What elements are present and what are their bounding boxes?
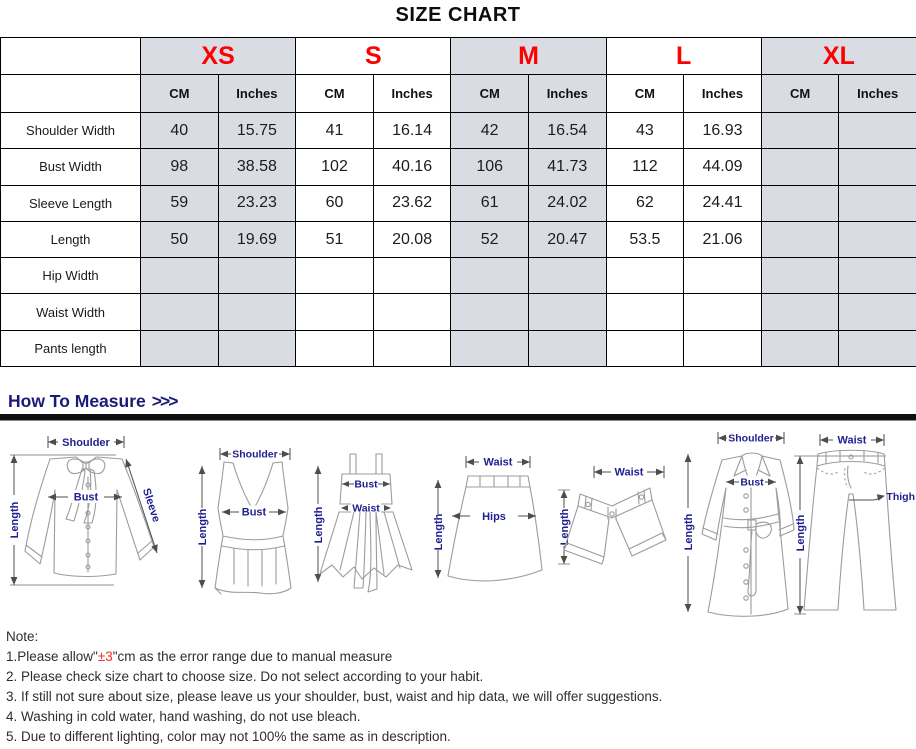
table-row [1, 330, 916, 366]
dress-drawing [310, 448, 422, 598]
row-label: Hip Width [1, 258, 141, 294]
value-cell [141, 258, 219, 294]
coat-drawing [674, 430, 796, 620]
unit-header: CM [606, 75, 684, 113]
unit-header: Inches [528, 75, 606, 113]
row-label: Pants length [1, 330, 141, 366]
value-cell [839, 258, 916, 294]
value-cell [296, 258, 374, 294]
note-line: 5. Due to different lighting, color may not 100% the same as in description. [6, 729, 451, 744]
note-line: 2. Please check size chart to choose size. Do not select according to your habit. [6, 669, 484, 684]
measure-label: Bust [241, 506, 267, 519]
measure-label: Thigh [886, 491, 915, 503]
pants-drawing [790, 430, 916, 622]
value-cell [528, 258, 606, 294]
table-row [1, 113, 916, 149]
value-cell: 41 [296, 113, 374, 149]
value-cell: 20.08 [373, 221, 451, 257]
unit-header: Inches [218, 75, 296, 113]
unit-header: CM [296, 75, 374, 113]
size-header-row [1, 38, 916, 75]
measure-label: Length [313, 506, 325, 544]
value-cell [296, 330, 374, 366]
value-cell [839, 149, 916, 185]
value-cell: 59 [141, 185, 219, 221]
measure-label: Waist [837, 434, 867, 447]
unit-header: CM [761, 75, 839, 113]
size-header-s: S [296, 38, 451, 75]
value-cell: 98 [141, 149, 219, 185]
value-cell: 51 [296, 221, 374, 257]
unit-header-row [1, 75, 916, 113]
value-cell: 40 [141, 113, 219, 149]
skirt-drawing [426, 452, 544, 592]
unit-header: CM [141, 75, 219, 113]
size-header-xl: XL [761, 38, 916, 75]
table-row [1, 221, 916, 257]
measure-label: Sleeve [139, 486, 163, 524]
value-cell: 23.62 [373, 185, 451, 221]
how-to-measure-heading [8, 391, 176, 412]
value-cell: 61 [451, 185, 529, 221]
notes-heading: Note: [6, 629, 39, 644]
row-label: Length [1, 221, 141, 257]
value-cell: 106 [451, 149, 529, 185]
value-cell [606, 258, 684, 294]
value-cell: 62 [606, 185, 684, 221]
value-cell [761, 258, 839, 294]
value-cell [839, 221, 916, 257]
measure-diagrams [0, 422, 916, 628]
row-label: Shoulder Width [1, 113, 141, 149]
value-cell [684, 258, 762, 294]
size-header-m: M [451, 38, 606, 75]
value-cell [296, 294, 374, 330]
value-cell [451, 258, 529, 294]
value-cell [528, 330, 606, 366]
value-cell [761, 330, 839, 366]
measure-label: Shoulder [728, 432, 774, 445]
value-cell [839, 113, 916, 149]
value-cell: 21.06 [684, 221, 762, 257]
value-cell [141, 330, 219, 366]
row-label: Sleeve Length [1, 185, 141, 221]
measure-label: Waist [483, 456, 513, 469]
measure-label: Bust [740, 476, 764, 489]
value-cell: 19.69 [218, 221, 296, 257]
value-cell [451, 294, 529, 330]
value-cell [451, 330, 529, 366]
unit-header: Inches [684, 75, 762, 113]
value-cell [606, 330, 684, 366]
value-cell [373, 294, 451, 330]
row-label: Waist Width [1, 294, 141, 330]
value-cell [761, 185, 839, 221]
chevrons-icon: >>> [151, 391, 177, 411]
value-cell: 20.47 [528, 221, 606, 257]
corner-cell [1, 38, 141, 75]
size-header-xs: XS [141, 38, 296, 75]
value-cell [373, 258, 451, 294]
value-cell: 112 [606, 149, 684, 185]
measure-label: Length [9, 501, 21, 539]
size-table [0, 37, 916, 367]
measure-label: Length [197, 508, 209, 546]
value-cell [141, 294, 219, 330]
note-text: "cm as the error range due to manual measure [112, 649, 393, 664]
value-cell [606, 294, 684, 330]
value-cell [839, 330, 916, 366]
unit-header: Inches [373, 75, 451, 113]
value-cell: 43 [606, 113, 684, 149]
value-cell: 16.14 [373, 113, 451, 149]
value-cell [761, 221, 839, 257]
value-cell [684, 330, 762, 366]
size-header-l: L [606, 38, 761, 75]
value-cell [761, 113, 839, 149]
blouse-drawing [4, 433, 186, 595]
measure-label: Hips [482, 511, 506, 523]
tank-top-drawing [190, 446, 304, 598]
row-label: Bust Width [1, 149, 141, 185]
measure-label: Shoulder [232, 448, 278, 461]
value-cell [218, 294, 296, 330]
value-cell [684, 294, 762, 330]
value-cell [373, 330, 451, 366]
table-row [1, 294, 916, 330]
value-cell [761, 149, 839, 185]
value-cell: 53.5 [606, 221, 684, 257]
note-line: 3. If still not sure about size, please leave us your shoulder, bust, waist and hip data, we will offer suggestions. [6, 689, 663, 704]
value-cell: 50 [141, 221, 219, 257]
value-cell [761, 294, 839, 330]
value-cell [839, 185, 916, 221]
measure-label: Bust [73, 491, 99, 504]
note-text: 1.Please allow" [6, 649, 98, 664]
value-cell: 24.02 [528, 185, 606, 221]
value-cell: 60 [296, 185, 374, 221]
value-cell [218, 258, 296, 294]
notes-section [6, 627, 662, 747]
unit-header: CM [451, 75, 529, 113]
corner-cell [1, 75, 141, 113]
table-row [1, 185, 916, 221]
value-cell: 38.58 [218, 149, 296, 185]
divider-rule [0, 414, 916, 421]
measure-label: Length [795, 514, 807, 552]
value-cell [218, 330, 296, 366]
measure-label: Bust [354, 478, 378, 491]
measure-label: Waist [352, 502, 380, 515]
value-cell: 52 [451, 221, 529, 257]
note-tolerance: ±3 [97, 649, 113, 664]
measure-label: Length [683, 513, 695, 551]
value-cell: 23.23 [218, 185, 296, 221]
page-title: SIZE CHART [395, 4, 521, 26]
note-line [6, 647, 662, 667]
shorts-drawing [550, 460, 672, 588]
value-cell [528, 294, 606, 330]
value-cell: 15.75 [218, 113, 296, 149]
measure-label: Length [559, 508, 571, 546]
unit-header: Inches [839, 75, 916, 113]
value-cell [839, 294, 916, 330]
value-cell: 40.16 [373, 149, 451, 185]
value-cell: 16.54 [528, 113, 606, 149]
value-cell: 42 [451, 113, 529, 149]
measure-label: Length [433, 513, 445, 551]
value-cell: 102 [296, 149, 374, 185]
measure-label: Shoulder [62, 437, 110, 449]
value-cell: 24.41 [684, 185, 762, 221]
table-row [1, 149, 916, 185]
note-line: 4. Washing in cold water, hand washing, do not use bleach. [6, 709, 361, 724]
value-cell: 41.73 [528, 149, 606, 185]
how-to-measure-label: How To Measure [8, 391, 146, 411]
measure-label: Waist [614, 466, 644, 479]
value-cell: 44.09 [684, 149, 762, 185]
value-cell: 16.93 [684, 113, 762, 149]
table-row [1, 258, 916, 294]
